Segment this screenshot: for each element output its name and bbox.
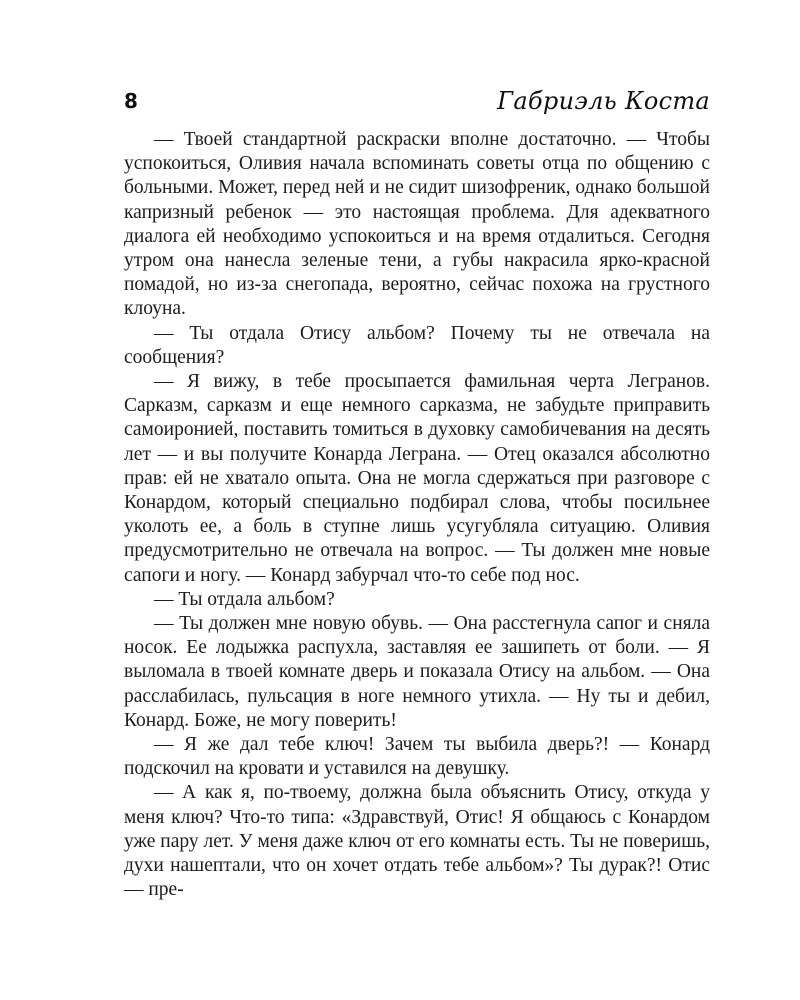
paragraph: — Ты должен мне новую обувь. — Она расстегнула сапог и сняла носок. Ее лодыжка распухла, заставляя ее зашипеть от боли. — Я выломала в твоей комнате дверь и показала Отису на альбом. — Она расслабилась, пульсация в ноге немного утихла. — Ну ты и дебил, Конард. Боже, не могу поверить!	[124, 613, 710, 731]
paragraph: — Я вижу, в тебе просыпается фамильная черта Легранов. Сарказм, сарказм и еще немного сарказма, не забудьте приправить самоиронией, поставить томиться в духовку самобичевания на десять лет — и вы получите Конарда Леграна. — Отец оказался абсолютно прав: ей не хватало опыта. Она не могла сдержаться при разговоре с Конардом, который специально подбирал слова, чтобы посильнее уколоть ее, а боль в ступне лишь усугубляла ситуацию. Оливия предусмотрительно не отвечала на вопрос. — Ты должен мне новые сапоги и ногу. — Конард забурчал что-то себе под нос.	[124, 371, 710, 586]
body-text	[124, 128, 710, 903]
paragraph: — Я же дал тебе ключ! Зачем ты выбила дверь?! — Конард подскочил на кровати и уставился на девушку.	[124, 734, 710, 780]
paragraph: — А как я, по-твоему, должна была объяснить Отису, откуда у меня ключ? Что-то типа: «Здравствуй, Отис! Я общаюсь с Конардом уже пару лет. У меня даже ключ от его комнаты есть. Ты не поверишь, духи нашептали, что он хочет отдать тебе альбом»? Ты дурак?! Отис — пре-	[124, 782, 710, 901]
paragraph: — Ты отдала альбом?	[154, 588, 335, 610]
paragraph: — Твоей стандартной раскраски вполне достаточно. — Чтобы успокоиться, Оливия начала вспоминать советы отца по общению с больными. Может, перед ней и не сидит шизофреник, однако большой капризный ребенок — это настоящая проблема. Для адекватного диалога ей необходимо успокоиться и на время отдалиться. Сегодня утром она нанесла зеленые тени, а губы накрасила ярко-красной помадой, но из-за снегопада, вероятно, сейчас похожа на грустного клоуна.	[124, 129, 710, 320]
page-header	[124, 86, 710, 120]
paragraph: — Ты отдала Отису альбом? Почему ты не отвечала на сообщения?	[124, 322, 710, 368]
running-title: Габриэль Коста	[497, 87, 710, 115]
page-number: 8	[124, 89, 138, 113]
